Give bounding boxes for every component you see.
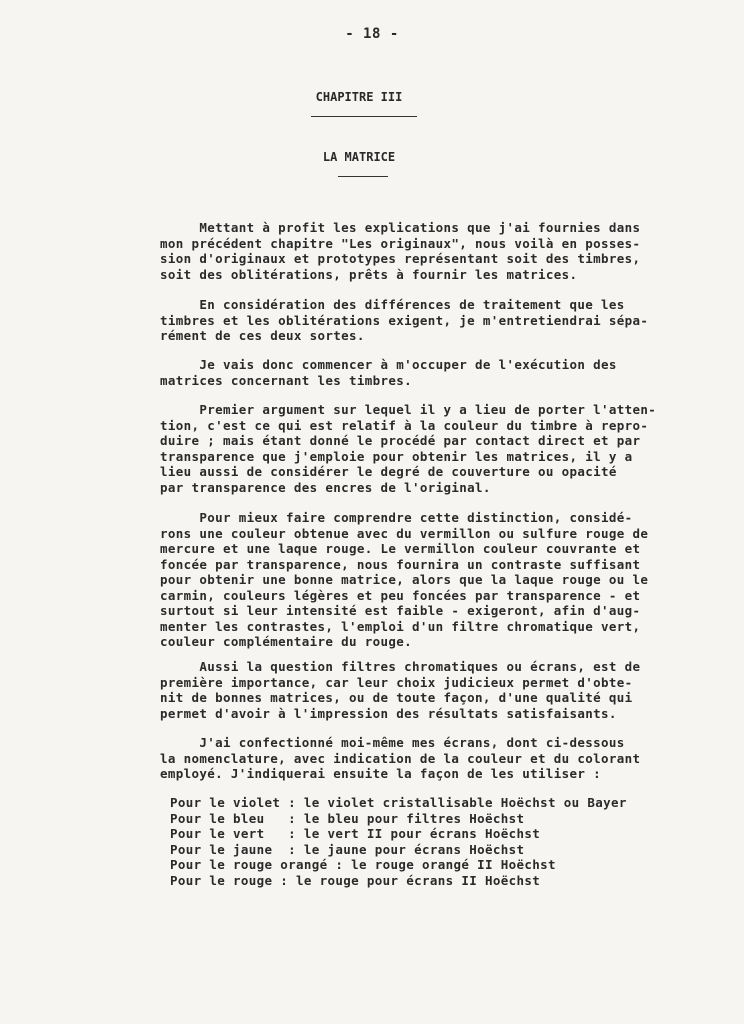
paragraph: Aussi la question filtres chromatiques ou écrans, est de première importance, car leur choix judicieux permet d'obte- nit de bonnes matrices, ou de toute façon, d'une qualité qui permet d'avoir à l'impression des résultats satisfaisants. — [160, 659, 641, 721]
chapter-underline — [311, 116, 417, 117]
list-item: Pour le jaune : le jaune pour écrans Hoëchst — [170, 841, 525, 857]
paragraph: En considération des différences de traitement que les timbres et les oblitérations exigent, je m'entretiendrai sépa- rément de ces deux sortes. — [160, 297, 649, 343]
title-underline — [338, 176, 388, 177]
filter-list — [170, 795, 710, 888]
paragraph: Pour mieux faire comprendre cette distinction, considé- rons une couleur obtenue avec du vermillon ou sulfure rouge de mercure et une laque rouge. Le vermillon couleur couvrante et foncée par transparence, nous fournira un contraste suffisant pour obtenir une bonne matrice, alors que la laque rouge ou le carmin, couleurs légères et peu foncées par transparence - et surtout si leur intensité est faible - exigeront, afin d'aug- menter les contrastes, l'emploi d'un filtre chromatique vert, couleur complémentaire du rouge. — [160, 510, 649, 649]
list-item: Pour le rouge : le rouge pour écrans II Hoëchst — [170, 872, 541, 888]
paragraph: J'ai confectionné moi-même mes écrans, dont ci-dessous la nomenclature, avec indication de la couleur et du colorant employé. J'indiquerai ensuite la façon de les utiliser : — [160, 735, 641, 781]
paragraph: Je vais donc commencer à m'occuper de l'exécution des matrices concernant les timbres. — [160, 357, 617, 388]
paragraph: Mettant à profit les explications que j'ai fournies dans mon précédent chapitre "Les originaux", nous voilà en posses- sion d'originaux et prototypes représentant soit des timbres, soit des oblitérations, prêts à fournir les matrices. — [160, 220, 641, 282]
list-item: Pour le vert : le vert II pour écrans Hoëchst — [170, 826, 541, 841]
list-item: Pour le rouge orangé : le rouge orangé II Hoëchst — [170, 857, 556, 872]
list-item: Pour le bleu : le bleu pour filtres Hoëchst — [170, 810, 525, 826]
list-item: Pour le violet : le violet cristallisable Hoëchst ou Bayer — [170, 795, 627, 810]
paragraph: Premier argument sur lequel il y a lieu de porter l'atten- tion, c'est ce qui est relatif à la couleur du timbre à repro- duire ; mais étant donné le procédé par contact direct et par transparence que j'emploie pour obtenir les matrices, il y a lieu aussi de considérer le degré de couverture ou opacité par transparence des encres de l'original. — [160, 402, 657, 495]
chapter-heading: CHAPITRE III — [315, 90, 403, 104]
page-number: - 18 - — [345, 26, 399, 42]
chapter-title: LA MATRICE — [322, 150, 396, 164]
